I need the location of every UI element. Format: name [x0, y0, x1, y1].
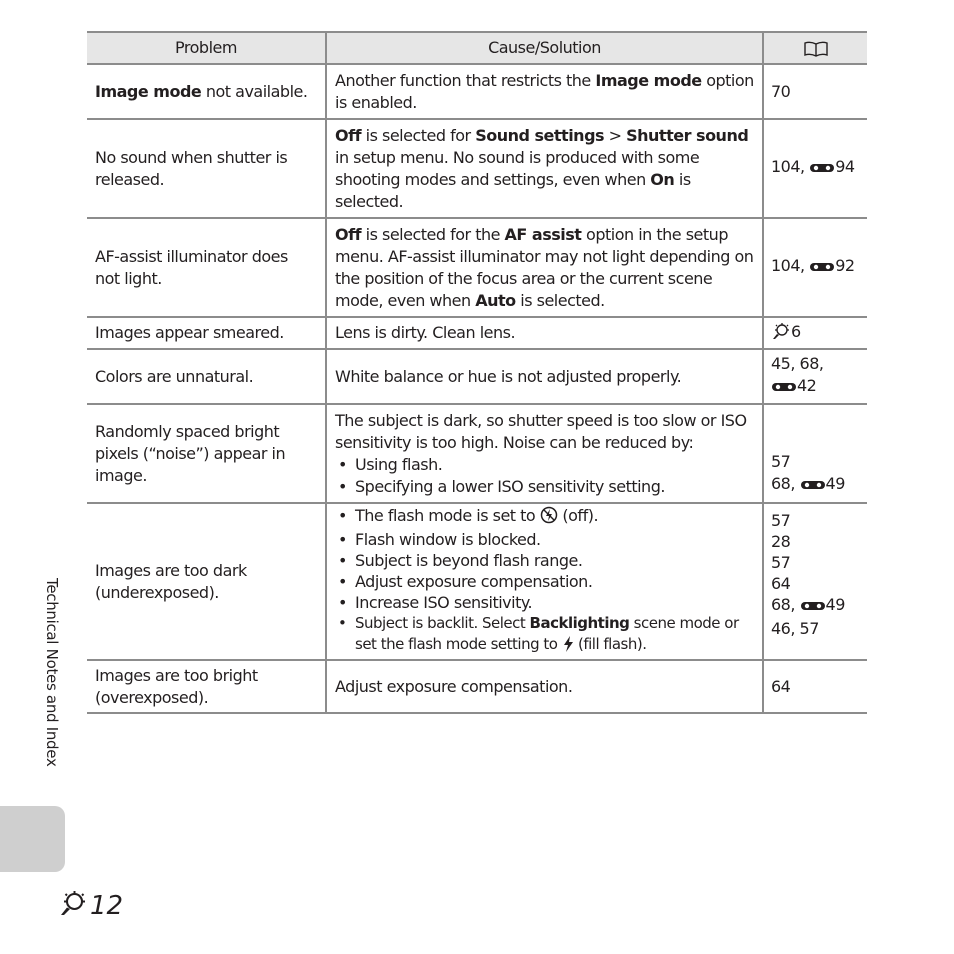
reference-section-icon [800, 476, 826, 498]
solution-list [335, 454, 754, 498]
technical-notes-icon [58, 888, 88, 925]
reference-section-icon [809, 258, 835, 280]
reference-text: 45, 68, [771, 354, 824, 373]
reference-text: 104, [771, 157, 810, 176]
reference-text: 46, 57 [771, 619, 819, 638]
cause-cell [326, 404, 763, 503]
reference-page-number: 49 [825, 474, 845, 493]
reference-cell [763, 404, 867, 503]
header-reference [763, 32, 867, 64]
table-row [87, 404, 867, 503]
reference-page-number: 42 [797, 376, 817, 395]
reference-page-number: 6 [791, 321, 801, 341]
troubleshooting-table [87, 31, 867, 714]
reference-cell: 64 [763, 660, 867, 713]
table-row [87, 64, 867, 119]
header-problem: Problem [87, 32, 326, 64]
page-number [58, 889, 123, 923]
reference-text: 68, [771, 595, 800, 614]
reference-cell [763, 503, 867, 660]
reference-page-number: 94 [835, 157, 855, 176]
reference-cell [763, 64, 867, 119]
problem-cell: Randomly spaced bright pixels (“noise”) appear in image. [87, 404, 326, 503]
reference-cell [763, 119, 867, 218]
reference-text: 57 [771, 452, 791, 471]
cause-cell [326, 119, 763, 218]
problem-bold-text: Image mode [95, 81, 202, 101]
list-item: • The flash mode is set to (off). [335, 505, 754, 529]
reference-cell [763, 218, 867, 317]
cause-text: Off is selected for Sound settings > Shutter sound in setup menu. No sound is produced with some shooting modes and settings, even when On is selected. [335, 125, 749, 211]
cause-text: Off is selected for the AF assist option in the setup menu. AF-assist illuminator may not light depending on the position of the focus area or the current scene mode, even when Auto is selected. [335, 224, 754, 310]
table-row [87, 349, 867, 404]
cause-text: Another function that restricts the Image mode option is enabled. [335, 70, 754, 112]
list-item: • Increase ISO sensitivity. [335, 592, 754, 613]
reference-section-icon [800, 597, 826, 618]
solution-list [335, 505, 754, 658]
flash-off-icon [540, 506, 558, 529]
list-item: • Flash window is blocked. [335, 529, 754, 550]
reference-page-number: 92 [835, 256, 855, 275]
reference-text: 28 [771, 532, 791, 551]
reference-text: 57 [771, 553, 791, 572]
reference-text: 68, [771, 474, 800, 493]
problem-cell: Colors are unnatural. [87, 349, 326, 404]
reference-text: 64 [771, 574, 791, 593]
technical-notes-icon [771, 322, 791, 346]
reference-text: 70 [771, 81, 791, 101]
reference-cell [763, 349, 867, 404]
fill-flash-icon [562, 636, 574, 658]
reference-section-icon [771, 378, 797, 400]
cause-cell [326, 218, 763, 317]
problem-cell: AF-assist illuminator does not light. [87, 218, 326, 317]
reference-text: 104, [771, 256, 810, 275]
cause-text: The subject is dark, so shutter speed is too slow or ISO sensitivity is too high. Noise can be reduced by: [335, 410, 747, 452]
table-header-row [87, 32, 867, 64]
list-item: • Adjust exposure compensation. [335, 571, 754, 592]
table-row [87, 660, 867, 713]
reference-cell [763, 317, 867, 349]
book-icon [803, 41, 829, 57]
list-item: • Specifying a lower ISO sensitivity setting. [335, 476, 754, 498]
cause-cell [326, 64, 763, 119]
reference-section-icon [809, 159, 835, 181]
page-number-text: 12 [90, 891, 124, 921]
problem-cell [87, 64, 326, 119]
problem-cell: Images are too bright (overexposed). [87, 660, 326, 713]
problem-text: not available. [201, 81, 308, 101]
list-item: • Subject is backlit. Select Backlighting scene mode or set the flash mode setting to (fill flash). [335, 613, 754, 658]
table-row [87, 218, 867, 317]
section-side-label: Technical Notes and Index [43, 578, 61, 767]
table-row [87, 503, 867, 660]
problem-cell: Images are too dark (underexposed). [87, 503, 326, 660]
cause-cell [326, 503, 763, 660]
list-item: • Using flash. [335, 454, 754, 476]
problem-cell: Images appear smeared. [87, 317, 326, 349]
header-cause-solution: Cause/Solution [326, 32, 763, 64]
problem-cell: No sound when shutter is released. [87, 119, 326, 218]
table-row [87, 119, 867, 218]
list-item: • Subject is beyond flash range. [335, 550, 754, 571]
section-tab [0, 806, 65, 872]
cause-cell: Lens is dirty. Clean lens. [326, 317, 763, 349]
cause-cell: White balance or hue is not adjusted properly. [326, 349, 763, 404]
reference-text: 57 [771, 511, 791, 530]
reference-page-number: 49 [825, 595, 845, 614]
table-row [87, 317, 867, 349]
cause-cell: Adjust exposure compensation. [326, 660, 763, 713]
